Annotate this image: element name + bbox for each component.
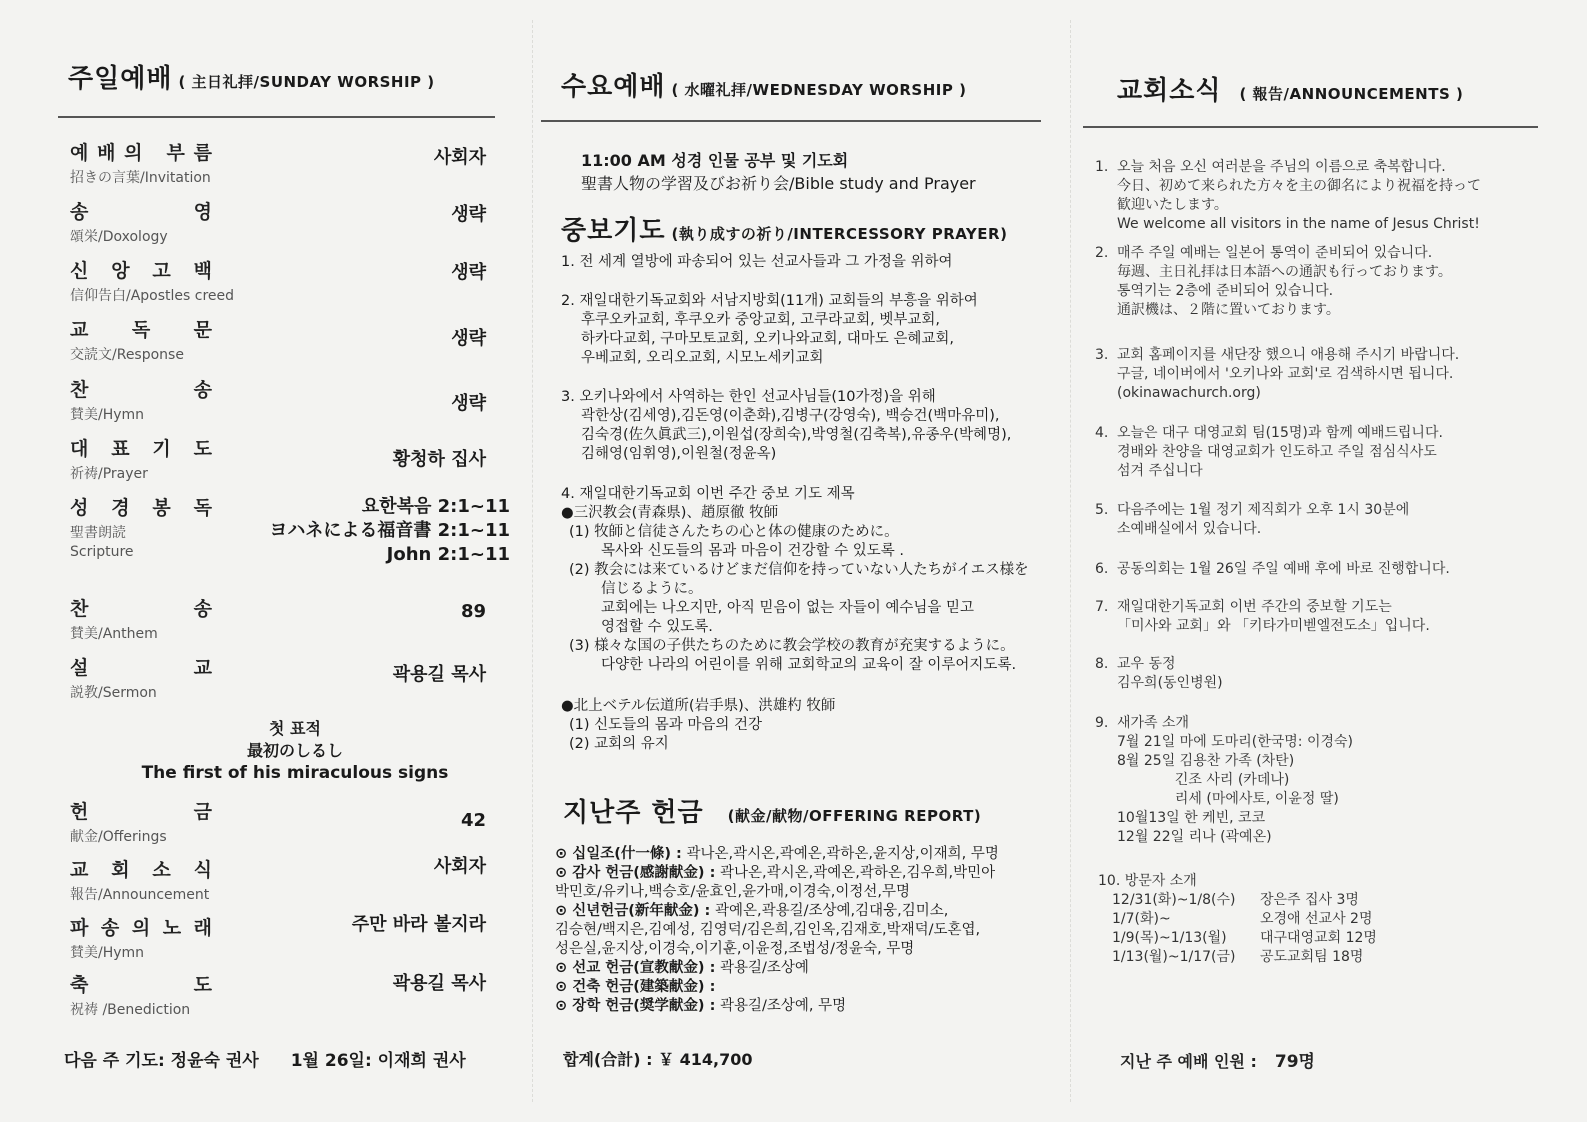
order-item [70, 197, 510, 247]
visitor-row: 1/7(화)~ 오경애 선교사 2명 [1112, 911, 1373, 927]
order-item-title: 교 독 문 [70, 319, 212, 341]
order-item-subtitle: 説教/Sermon [70, 685, 157, 701]
order-item [70, 138, 510, 188]
intercession-item-5: ●北上ベテル伝道所(岩手県)、洪雄杓 牧師 (1) 신도들의 몸과 마음의 건강 (2) 교회의 유지 [561, 698, 836, 752]
offering-total: 합계(合計) : ￥ 414,700 [563, 1050, 753, 1069]
sunday-heading-rule [58, 116, 495, 118]
offering-list [555, 845, 999, 1016]
order-item-title: 설 교 [70, 657, 212, 679]
announcement-visitors: 10. 방문자 소개 12/31(화)~1/8(수) 장은주 집사 3명 1/7(화)~ 오경애 선교사 2명 1/9(목)~1/13(월) 대구대영교회 12명 1/13(월)~1/17(금) 공도교회팀 18명 [1098, 872, 1558, 967]
offering-subtitle: (献金/献物/OFFERING REPORT) [727, 807, 982, 825]
offering-line: ⊙ 감사 헌금(感謝献金) : 곽나온,곽시온,곽예온,곽하온,김우희,박민아 [555, 865, 996, 881]
announcement-item: 5. 다음주에는 1월 정기 제직회가 오후 1시 30분에 소예배실에서 있습니다. [1095, 502, 1410, 537]
offering-line: ⊙ 장학 헌금(奨学献金) : 곽용길/조상예, 무명 [555, 998, 847, 1014]
announcement-item-new-family: 9. 새가족 소개 7월 21일 마에 도마리(한국명: 이경숙) 8월 25일 김용찬 가족 (차탄) 긴조 사리 (카데나) 리세 (마에사토, 이윤정 딸) 10월13일 한 케빈, 코코 12월 22일 리나 (곽예온) [1095, 715, 1353, 845]
order-item-title: 찬 송 [70, 598, 212, 620]
intercession-item-4: 4. 재일대한기독교회 이번 주간 중보 기도 제목 ●三沢教会(青森県)、趙原徹 牧師 (1) 牧師と信徒さんたちの心と体の健康のために。 목사와 신도들의 몸과 마음이 건강할 수 있도록 . (2) 教会には来ているけどまだ信仰を持っていない人たちがイエス様を 信じるように。 교회에는 나오지만, 아직 믿음이 없는 자들이 예수님을 믿고 영접할 수 있도록. (3) 様々な国の子供たちのために教会学校の教育が充実するように。 다양한 나라의 어린이를 위해 교회학교의 교육이 잘 이루어지도록. [561, 486, 1029, 673]
order-item-value: 황청하 집사 [392, 449, 486, 470]
order-item [70, 375, 510, 425]
sunday-title: 주일예배 [68, 64, 173, 94]
offering-line: 김승현/백지은,김예성, 김영덕/김은희,김인옥,김재호,박재덕/도혼엽, [555, 922, 981, 938]
order-item-subtitle: 祈祷/Prayer [70, 466, 148, 482]
order-item-value: 생략 [451, 393, 486, 414]
attendance: 지난 주 예배 인원 : 79명 [1120, 1052, 1315, 1072]
order-item-subtitle: 招きの言葉/Invitation [70, 170, 211, 186]
order-item [70, 653, 510, 703]
announcements-subtitle: ( 報告/ANNOUNCEMENTS ) [1239, 85, 1464, 103]
order-item [70, 855, 510, 905]
order-item [70, 913, 510, 963]
announcement-item: 7. 재일대한기독교회 이번 주간의 중보할 기도는 「미사와 교회」와 「키타가미벧엘전도소」입니다. [1095, 599, 1430, 634]
visitor-row: 1/9(목)~1/13(월) 대구대영교회 12명 [1112, 930, 1377, 946]
announcements-heading-rule [1083, 126, 1538, 128]
order-item-value: 곽용길 목사 [392, 664, 486, 685]
order-item-subtitle: 頌栄/Doxology [70, 229, 168, 245]
order-item-title: 송 영 [70, 201, 212, 223]
wednesday-heading-rule [541, 120, 1041, 122]
wednesday-title: 수요예배 [561, 72, 666, 102]
announcements-title: 교회소식 [1117, 76, 1222, 106]
wednesday-heading [561, 66, 966, 103]
wednesday-schedule: 11:00 AM 성경 인물 공부 및 기도회 聖書人物の学習及びお祈り会/Bible study and Prayer [581, 151, 976, 193]
offering-line: ⊙ 신년헌금(新年献金) : 곽예온,곽용길/조상예,김대웅,김미소, [555, 903, 949, 919]
order-item-subtitle: 聖書朗読 Scripture [70, 525, 134, 560]
order-item [70, 594, 510, 644]
order-item-subtitle: 交読文/Response [70, 347, 184, 363]
announcements-heading [1117, 70, 1463, 107]
order-item-title: 성 경 봉 독 [70, 497, 212, 519]
order-item-subtitle: 祝祷 /Benediction [70, 1002, 191, 1018]
next-prayer: 다음 주 기도: 정윤숙 권사 1월 26일: 이재희 권사 [64, 1051, 466, 1071]
order-item-value: 주만 바라 볼지라 [351, 914, 486, 935]
announcement-item: 8. 교우 동정 김우희(동인병원) [1095, 656, 1223, 691]
order-item-value: 생략 [451, 328, 486, 349]
order-item [70, 797, 510, 847]
offering-line: ⊙ 건축 헌금(建築献金) : [555, 979, 716, 995]
order-item-title: 신 앙 고 백 [70, 260, 212, 282]
offering-line: ⊙ 선교 헌금(宣教献金) : 곽용길/조상예 [555, 960, 809, 976]
order-item-value: 곽용길 목사 [392, 973, 486, 994]
order-item-subtitle: 信仰告白/Apostles creed [70, 288, 235, 304]
intercession-item-3: 3. 오키나와에서 사역하는 한인 선교사님들(10가정)을 위해 곽한상(김세영),김돈영(이춘화),김병구(강영숙), 백승건(백마유미), 김숙경(佐久眞武三),이원섭(장희숙),박영철(김축복),유종우(박혜명), 김해영(임휘영),이원철(정윤옥) [561, 389, 1012, 462]
order-item-title: 헌 금 [70, 801, 212, 823]
visitor-row: 1/13(월)~1/17(금) 공도교회팀 18명 [1112, 949, 1364, 965]
order-item-title: 교 회 소 식 [70, 859, 212, 881]
offering-line: 박민호/유키나,백승호/윤효인,윤가매,이경숙,이정선,무명 [555, 884, 910, 900]
announcement-item: 3. 교회 홈페이지를 새단장 했으니 애용해 주시기 바랍니다. 구글, 네이버에서 '오키나와 교회'로 검색하시면 됩니다. (okinawachurch.org) [1095, 347, 1460, 401]
order-item-scripture [70, 493, 510, 565]
announcement-item: 2. 매주 주일 예배는 일본어 통역이 준비되어 있습니다. 毎週、主日礼拝は日本語への通訳も行っております。 통역기는 2층에 준비되어 있습니다. 通訳機は、２階に置いております。 [1095, 245, 1452, 318]
order-item-subtitle: 賛美/Anthem [70, 626, 158, 642]
order-item-title: 예 배 의 부 름 [70, 142, 212, 164]
order-item [70, 315, 510, 365]
announcement-item: 4. 오늘은 대구 대영교회 팀(15명)과 함께 예배드립니다. 경배와 찬양을 대영교회가 인도하고 주일 점심식사도 섬겨 주십니다 [1095, 425, 1443, 479]
order-item-value: 42 [460, 810, 486, 831]
scripture-reference: 요한복음 2:1~11 ヨハネによる福音書 2:1~11 John 2:1~11 [269, 496, 510, 565]
order-item-value: 생략 [451, 204, 486, 225]
order-item [70, 434, 510, 484]
offering-line: 성은실,윤지상,이경숙,이기훈,이윤정,조법성/정윤숙, 무명 [555, 941, 915, 957]
order-item-title: 대 표 기 도 [70, 438, 212, 460]
order-item [70, 256, 510, 306]
sunday-worship-panel [0, 0, 535, 1122]
order-item-title: 파 송 의 노 래 [70, 917, 212, 939]
order-item-title: 축 도 [70, 974, 212, 996]
wednesday-subtitle: ( 水曜礼拝/WEDNESDAY WORSHIP ) [671, 81, 967, 99]
intercession-heading [561, 210, 1007, 247]
order-item-title: 찬 송 [70, 379, 212, 401]
offering-line: ⊙ 십일조(什一條) : 곽나온,곽시온,곽예온,곽하온,윤지상,이재희, 무명 [555, 846, 999, 862]
wednesday-panel [535, 0, 1075, 1122]
intercession-subtitle: (執り成すの祈り/INTERCESSORY PRAYER) [671, 225, 1008, 243]
sunday-heading [68, 58, 435, 95]
order-item-value: 생략 [451, 262, 486, 283]
order-item [70, 970, 510, 1020]
sunday-subtitle: ( 主日礼拝/SUNDAY WORSHIP ) [178, 73, 435, 91]
order-item-value: 사회자 [433, 856, 486, 877]
order-item-value: 사회자 [433, 147, 486, 168]
order-item-value: 89 [460, 601, 486, 622]
offering-title: 지난주 헌금 [563, 798, 704, 828]
announcement-item: 6. 공동의회는 1월 26일 주일 예배 후에 바로 진행합니다. [1095, 561, 1450, 577]
order-item-subtitle: 報告/Announcement [70, 887, 210, 903]
intercession-item-2: 2. 재일대한기독교회와 서남지방회(11개) 교회들의 부흥을 위하여 후쿠오카교회, 후쿠오카 중앙교회, 고쿠라교회, 벳부교회, 하카다교회, 구마모토교회, 오키나와교회, 대마도 은혜교회, 우베교회, 오리오교회, 시모노세키교회 [561, 293, 978, 366]
offering-heading [563, 792, 981, 829]
visitor-row: 12/31(화)~1/8(수) 장은주 집사 3명 [1112, 892, 1359, 908]
announcement-item: 1. 오늘 처음 오신 여러분을 주님의 이름으로 축복합니다. 今日、初めて来られた方々を主の御名により祝福を持って 歓迎いたします。 We welcome all visitors in the name of Jesus Christ! [1095, 159, 1481, 232]
intercession-item-1: 1. 전 세계 열방에 파송되어 있는 선교사들과 그 가정을 위하여 [561, 254, 953, 270]
sermon-title: 첫 표적 最初のしるし The first of his miraculous signs [141, 719, 449, 783]
intercession-title: 중보기도 [561, 216, 666, 246]
order-item-subtitle: 賛美/Hymn [70, 407, 145, 423]
order-item-subtitle: 献金/Offerings [70, 829, 167, 845]
order-item-subtitle: 賛美/Hymn [70, 945, 145, 961]
